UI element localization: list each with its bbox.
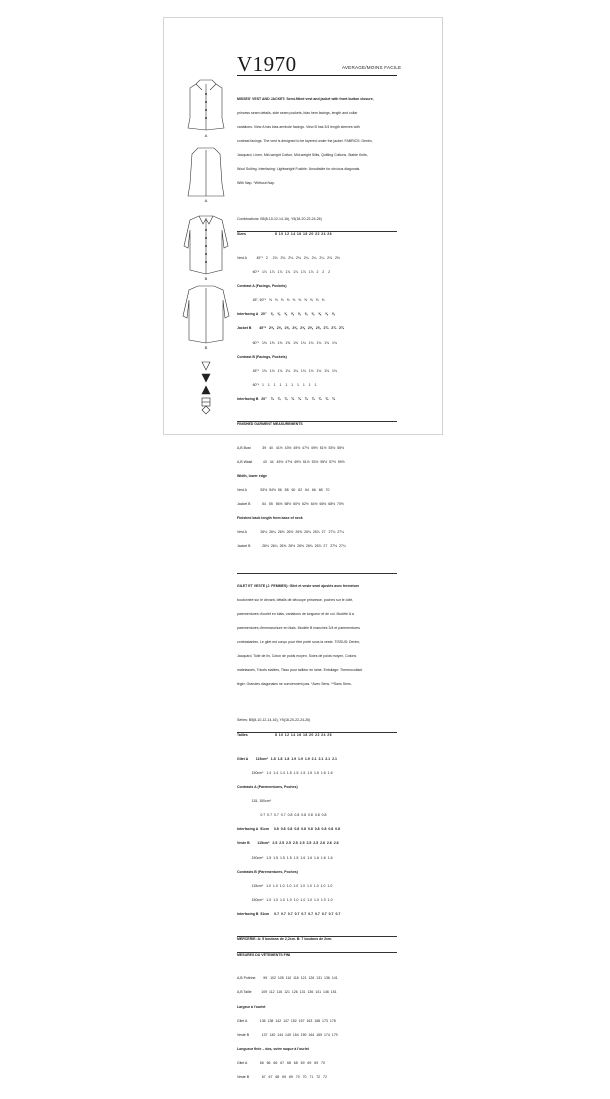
vest-a-front-drawing: [188, 80, 224, 130]
french-description: [237, 573, 397, 696]
metrage-table: [237, 747, 397, 926]
table-row: 60"* 1⅞ 1⅞ 1⅞ 1⅞ 1⅞ 1⅞ 1⅞ 2 2 2: [237, 270, 331, 275]
table-row: Width, lower edge: [237, 473, 267, 478]
mesures-table: [237, 967, 397, 1089]
table-row: Contrast B (Facings, Pockets): [237, 354, 287, 359]
table-row: Largeur à l'ourlet: [237, 1004, 266, 1009]
table-row: Gilet A 115cm* 1.8 1.8 1.8 1.9 1.9 1.9 2.1 2.1 2.1 2.1: [237, 756, 337, 761]
table-row: 150cm* 1.0 1.0 1.0 1.0 1.0 1.0 1.0 1.0 1.0 1.0: [237, 897, 333, 902]
table-row: Gilet A 136 138 142 147 152 157 163 168 173 178: [237, 1018, 336, 1023]
table-row: Vest A 45"* 2 2⅛ 2⅛ 2⅛ 2⅛ 2¼ 2¼ 2¼ 2⅜ 2⅜: [237, 255, 340, 260]
table-row: Contrast A (Facings, Pockets): [237, 284, 287, 289]
table-row: Interfacing B 51cm 0.7 0.7 0.7 0.7 0.7 0.7 0.7 0.7 0.7 0.7: [237, 912, 341, 917]
sizes-values: 8 10 12 14 16 18 20 22 24 26: [275, 232, 332, 237]
figure-label-vest-back: A: [204, 198, 208, 203]
desc-line: parementures d'emmanchure en biais. Modèle B manches 3/4 et parementures: [237, 625, 360, 630]
pattern-envelope-back: [163, 17, 443, 1080]
desc-line: léger. Grandes diagonales ne conviennent pas. *Avec Sens. **Sans Sens.: [237, 682, 352, 687]
table-row: 45"* 1⅛ 1⅛ 1⅛ 1⅛ 1⅛ 1⅛ 1⅛ 1⅛ 1⅛ 1⅛: [237, 368, 337, 373]
title-divider: [237, 75, 397, 76]
desc-line: GILET ET VESTE (J. FEMMES): Gilet et veste semi ajustés avec fermeture: [237, 583, 360, 588]
tailles-values: 8 10 12 14 16 18 20 22 24 26: [275, 733, 332, 738]
measurements-table: [237, 436, 397, 558]
desc-line: Jacquard, Linen, Mid-weight Cotton, Mid-weight Silks, Quilting Cottons, Stable Knits,: [237, 153, 368, 158]
desc-line: boutonnée sur le devant, détails de découpe princesse, poches sur le côté,: [237, 597, 354, 602]
table-row: Veste B 67 67 68 69 69 70 70 71 72 72: [237, 1075, 327, 1080]
table-row: Vest A 26⅛ 26¼ 26⅜ 26½ 26⅝ 26¾ 26⅞ 27 27⅛ 27¼: [237, 530, 345, 535]
mesures-title: MESURES DU VÊTEMENTS FINI: [237, 952, 397, 958]
tailles-label: Tailles: [237, 733, 248, 738]
desc-line: matelassés, Tricots stables, Tissu pour tailleur en laine. Entoilage: Thermocollant: [237, 668, 363, 673]
table-row: Gilet A 66 66 66 67 68 68 69 69 69 70: [237, 1061, 325, 1065]
table-row: Veste B 137 140 144 149 154 159 164 169 174 179: [237, 1032, 338, 1037]
desc-line: Wool Suiting. Interfacing: Lightweight Fusible. Unsuitable for obvious diagonals.: [237, 167, 361, 172]
table-row: 150cm* 1.4 1.4 1.4 1.5 1.5 1.5 1.5 1.6 1.6 1.6: [237, 770, 333, 775]
difficulty-label: AVERAGE/MOINS FACILE: [342, 65, 402, 70]
technical-drawings: [178, 78, 234, 423]
table-row: Vest A 53½ 54½ 56 58 60 62 64 66 68 70: [237, 487, 330, 492]
pattern-number: V1970: [237, 52, 297, 76]
table-row: 115, 150cm*: [237, 799, 271, 804]
figure-label-jacket-front: B: [204, 276, 208, 281]
table-row: Jacket B 54 55 56½ 58½ 60½ 62½ 64½ 66½ 68½ 70½: [237, 502, 344, 507]
jacket-b-back-drawing: [183, 286, 229, 343]
table-row: Interfacing A 20" ⅝ ⅝ ⅝ ⅝ ⅝ ⅝ ⅝ ⅝ ⅝ ⅝: [237, 312, 335, 317]
figure-label-vest-front: A: [204, 133, 208, 138]
sizes-label: Sizes: [237, 232, 246, 237]
pattern-info-column: [237, 78, 397, 1099]
table-row: Contrasts B (Parementures, Poches): [237, 869, 298, 874]
table-row: A,B Poitrine 99 102 105 110 116 121 126 131 136 141: [237, 976, 338, 981]
tailles-header: [237, 732, 397, 738]
table-row: 60"* 1 1 1 1 1 1 1 1 1 1: [237, 382, 317, 387]
table-row: Finished back length from base of neck: [237, 516, 303, 521]
table-row: 60"* 1⅝ 1⅝ 1⅝ 1⅝ 1⅝ 1¾ 1¾ 1¾ 1¾ 1¾: [237, 340, 337, 345]
table-row: 150cm* 1.5 1.5 1.5 1.5 1.5 1.6 1.6 1.6 1.6 1.6: [237, 855, 333, 860]
desc-line: MISSES' VEST AND JACKET: Semi-fitted vest and jacket with front button closure,: [237, 96, 374, 101]
table-row: Contrasts A (Parementures, Poches): [237, 785, 298, 790]
table-row: Jacket B 26⅛ 26¼ 26⅜ 26½ 26⅝ 26¾ 26⅞ 27 27⅛ 27¼: [237, 544, 346, 549]
table-row: A,B Waist 43 44 45½ 47½ 49½ 51½ 53½ 55½ 57½ 59½: [237, 459, 345, 464]
table-row: A,B Bust 39 40 41½ 43½ 45½ 47½ 49½ 51½ 53½ 55½: [237, 445, 345, 450]
desc-line: princess seam details, side seam pockets, bias hem facings, length and collar: [237, 110, 358, 115]
figure-label-jacket-back: B: [204, 345, 208, 350]
desc-line: contrast facings. The vest is designed to be layered under the jacket. FABRICS: Denim,: [237, 139, 373, 144]
table-row: Longueur finie – dos, votre nuque à l'ourlet: [237, 1046, 309, 1051]
jacket-b-front-drawing: [184, 216, 228, 274]
table-row: 0.7 0.7 0.7 0.7 0.8 0.8 0.8 0.8 0.8 0.8: [237, 813, 327, 818]
table-row: 45", 60"* ⅝ ⅝ ⅝ ⅝ ⅝ ⅝ ⅝ ⅝ ⅝ ⅝: [237, 298, 325, 303]
desc-line: With Nap. *Without Nap.: [237, 181, 275, 186]
yardage-table: [237, 247, 397, 412]
table-row: 115cm* 1.0 1.0 1.0 1.0 1.0 1.0 1.0 1.0 1.0 1.0: [237, 883, 333, 888]
desc-line: contrastantes. Le gilet est conçu pour être porté sous la veste. TISSUS: Denim,: [237, 640, 361, 645]
combinations-line: Combinations: B5(8-10-12-14-16), Y5(18-20-22-24-26): [237, 216, 322, 221]
measurements-title: FINISHED GARMENT MEASUREMENTS: [237, 421, 397, 427]
table-row: A,B Taille 109 112 116 121 126 131 136 141 146 151: [237, 990, 337, 995]
desc-line: parementures d'ourlet en biais, variations de longueur et de col. Modèle A a: [237, 611, 354, 616]
table-row: Jacket B 45"* 2⅝ 2⅝ 2⅝ 2⅝ 2⅝ 2⅝ 2⅝ 2¾ 2¾ 2¾: [237, 326, 344, 331]
english-description: [237, 87, 397, 195]
desc-line: Jacquard, Toile de lin, Coton de poids moyen, Soies de poids moyen, Cotons: [237, 654, 357, 659]
mercerie-line: MERCERIE: A: 5 boutons de 2,2cm. B: 7 boutons de 2cm.: [237, 936, 397, 942]
table-row: Interfacing A 51cm 0.8 0.8 0.8 0.8 0.8 0.8 0.8 0.8 0.8 0.8: [237, 827, 341, 832]
table-row: Interfacing B 20" ¾ ¾ ¾ ¾ ¾ ¾ ¾ ¾ ¾ ¾: [237, 397, 335, 401]
table-row: Veste B 115cm* 2.5 2.5 2.5 2.5 2.5 2.5 2.5 2.6 2.6 2.6: [237, 841, 339, 846]
series-line: Séries: B5(8-10-12-14-16), Y5(18-20-22-24-26): [237, 717, 311, 722]
vest-a-back-drawing: [188, 148, 224, 196]
desc-line: variations. View A has bias armhole facings. View B has 3/4 length sleeves with: [237, 125, 360, 130]
pattern-layout-symbols: [202, 362, 210, 414]
garment-line-drawings: [178, 78, 234, 423]
sizes-header: [237, 231, 397, 237]
